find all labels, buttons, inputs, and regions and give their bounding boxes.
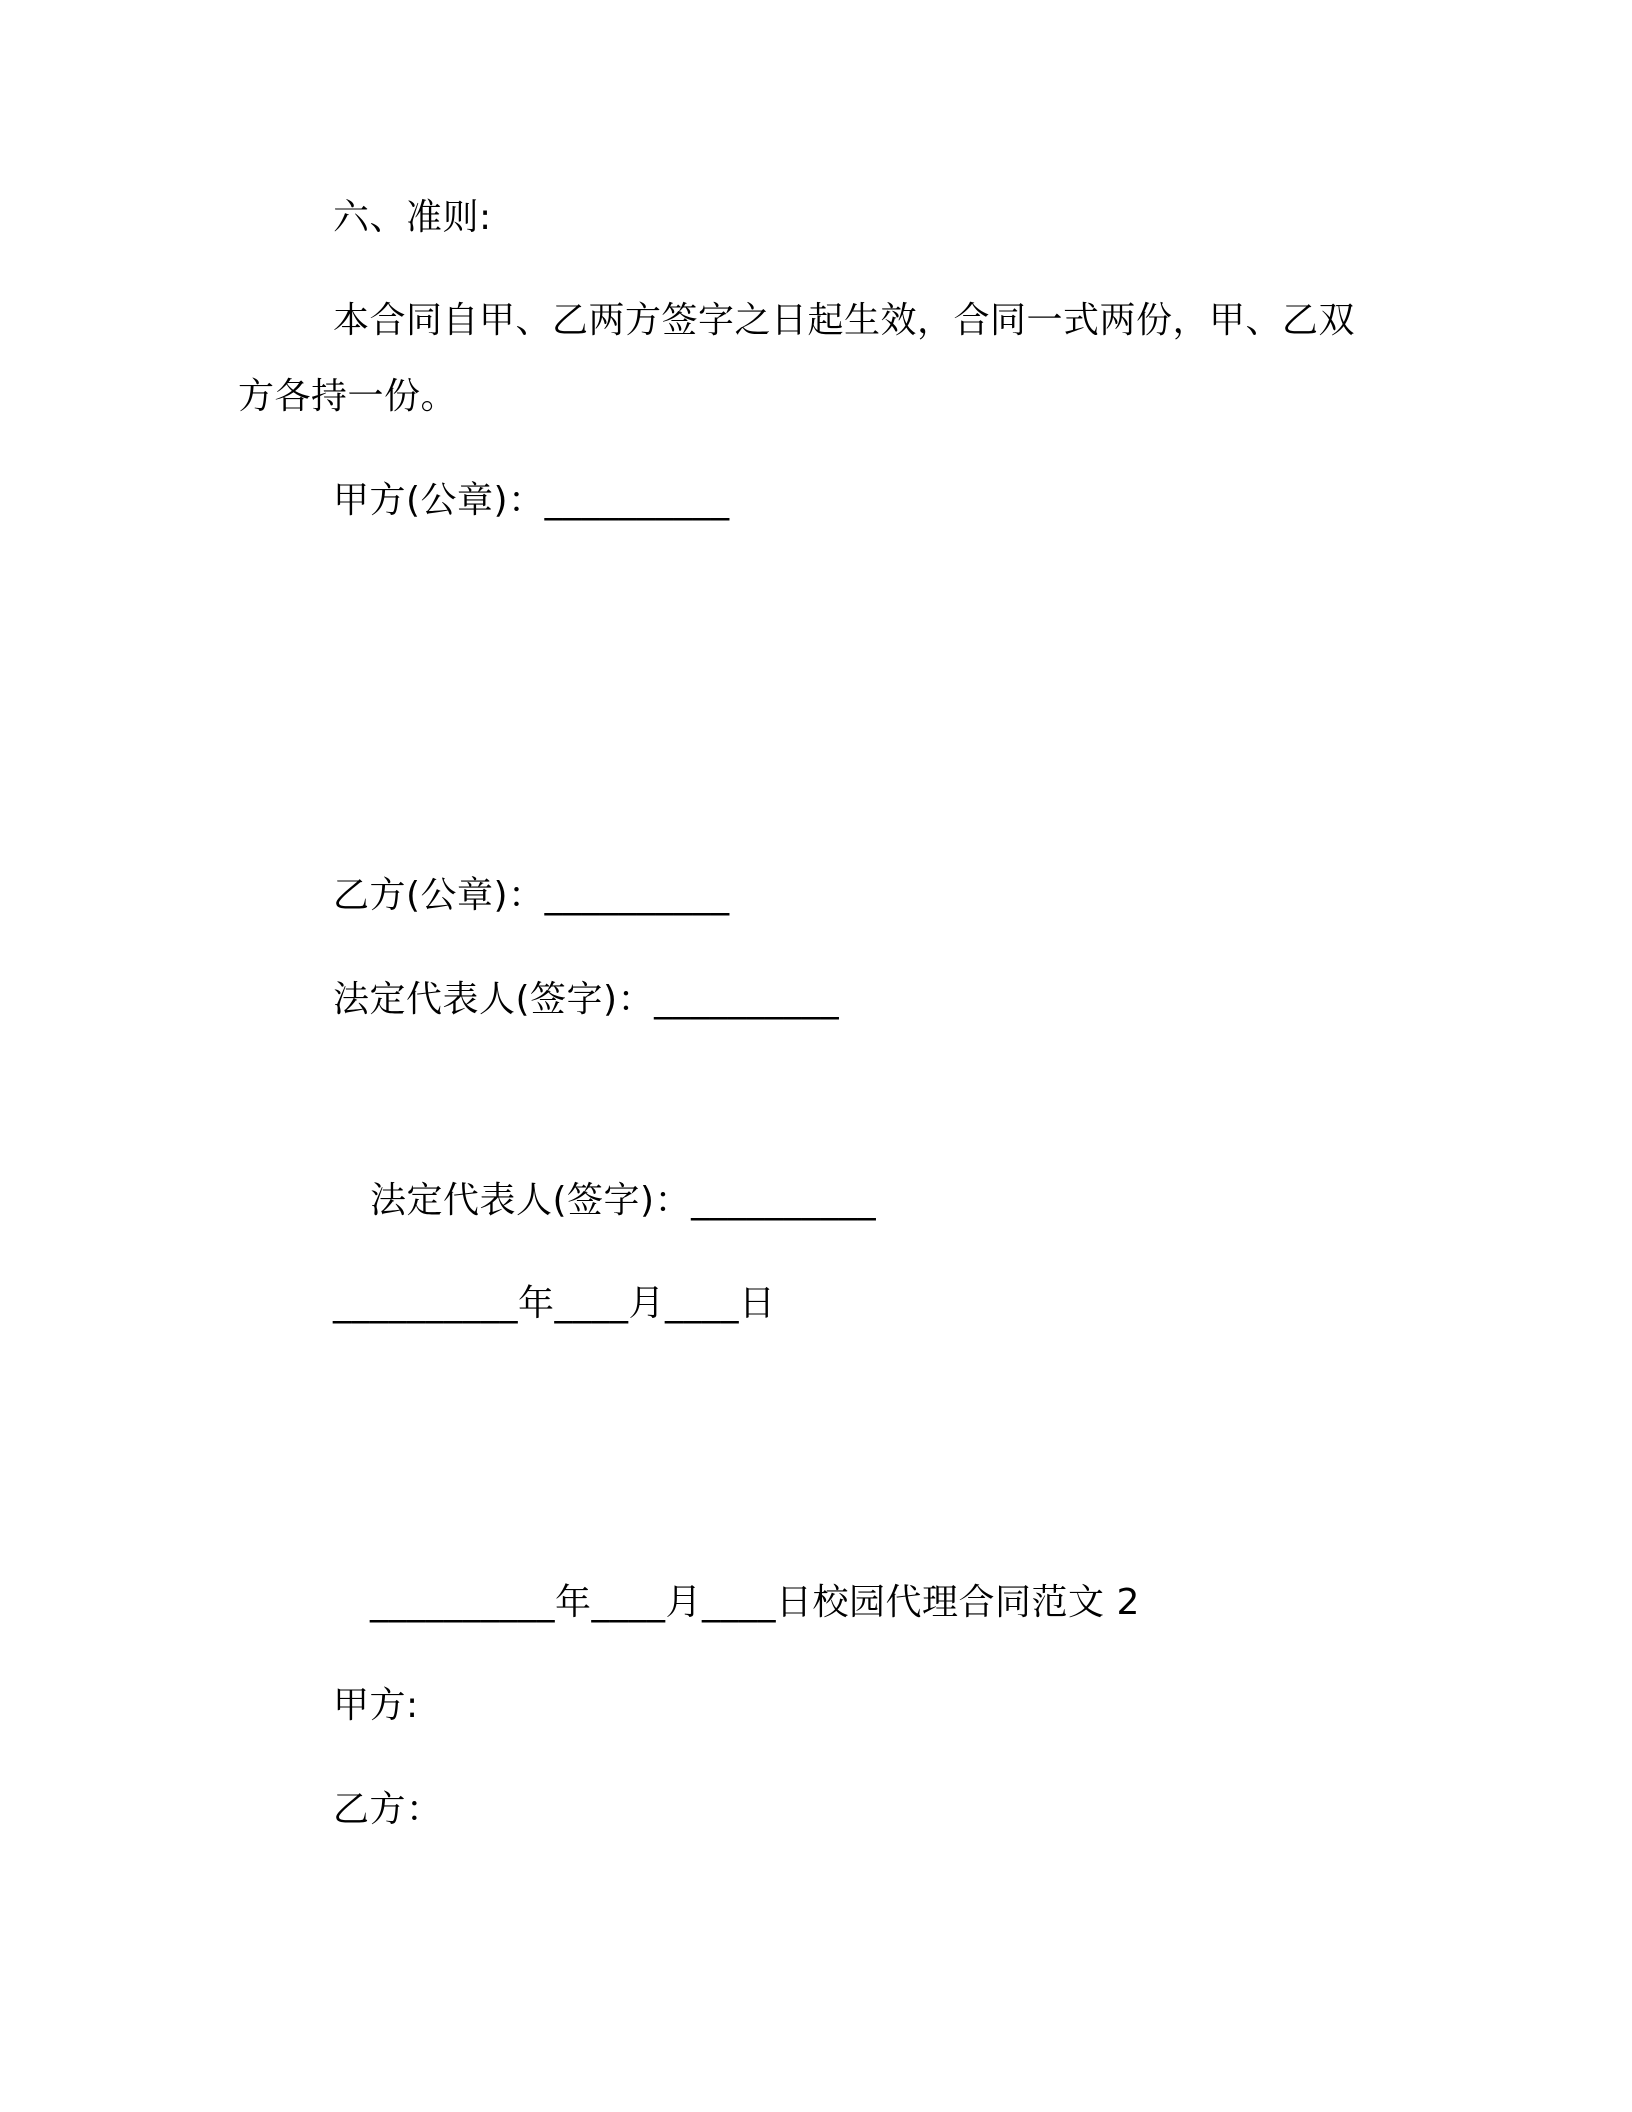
party-a-label: 甲方: <box>333 1685 419 1726</box>
effectiveness-paragraph-line-1: 本合同自甲、乙两方签字之日起生效，合同一式两份，甲、乙双 <box>333 300 1356 341</box>
section-heading: 六、准则: <box>333 197 492 238</box>
signing-date-line: __________年____月____日 <box>333 1283 776 1324</box>
legal-representative-signature-line-1: 法定代表人(签字)：__________ <box>333 979 840 1020</box>
next-contract-title: __________年____月____日校园代理合同范文 2 <box>370 1582 1140 1623</box>
party-a-seal-line: 甲方(公章)：__________ <box>333 480 730 521</box>
effectiveness-paragraph-line-2: 方各持一份。 <box>238 376 458 417</box>
party-b-label: 乙方： <box>333 1789 443 1830</box>
legal-representative-signature-line-2: 法定代表人(签字)：__________ <box>370 1180 877 1221</box>
party-b-seal-line: 乙方(公章)：__________ <box>333 875 730 916</box>
